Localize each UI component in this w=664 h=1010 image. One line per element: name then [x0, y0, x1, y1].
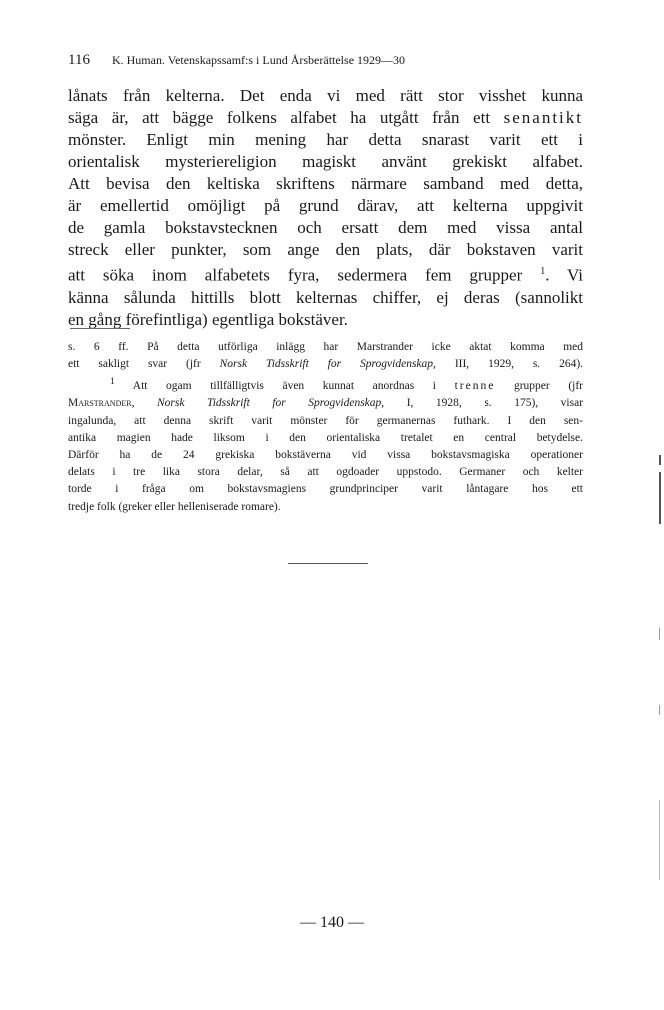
author-name: Marstrander, [68, 397, 135, 410]
journal-title: Norsk Tidsskrift for Sprogvidenskap, [219, 358, 436, 371]
footnote-line [68, 356, 583, 373]
scan-edge-mark [659, 705, 660, 715]
text-line-part: att söka inom alfabetets fyra, sedermera fem grupper [68, 265, 523, 285]
footnote-line: s. 6 ff. På detta utförliga inlägg har Marstrander icke aktat komma med [68, 341, 583, 353]
main-text [68, 85, 583, 331]
footnote-line: antika magien hade liksom i den orientaliska tretalet en central betydelse. [68, 431, 583, 444]
text-line: mönster. Enligt min mening har detta snarast varit ett i [68, 130, 583, 149]
text-line: en gång förefintliga) egentliga bokstäver. [68, 309, 348, 329]
scan-edge-mark [659, 455, 661, 465]
text-line: orientalisk mysteriereligion magiskt använt grekiskt alfabet. [68, 152, 583, 171]
footnote-marker: 1 [110, 376, 115, 388]
footnote-line [68, 395, 583, 412]
spaced-word: senantikt [503, 108, 583, 127]
footnote-line [68, 373, 583, 395]
footnote-line: delats i tre lika stora delar, så att ogdoader uppstodo. Germaner och kelter [68, 466, 583, 479]
footnote-reference[interactable]: 1 [540, 266, 546, 277]
scan-edge-mark [659, 472, 661, 524]
section-divider [288, 563, 368, 564]
text-line: Att bevisa den keltiska skriftens närmare samband med detta, [68, 174, 583, 193]
footnote-text: III, 1929, s. 264). [454, 358, 584, 371]
scan-edge-mark [659, 628, 660, 640]
page-number: 116 [68, 52, 90, 68]
folio: — 140 — [300, 914, 364, 931]
text-line: de gamla bokstavstecknen och ersatt dem med vissa antal [68, 218, 583, 237]
running-title: K. Human. Vetenskapssamf:s i Lund Årsberättelse 1929—30 [111, 53, 406, 67]
spaced-word: trenne [454, 380, 496, 393]
footnote-line: tredje folk (greker eller helleniserade romare). [68, 500, 281, 513]
text-line: är emellertid omöjligt på grund därav, att kelterna uppgivit [68, 196, 583, 215]
footnote-line: ingalunda, att denna skrift varit mönster för germanernas futhark. I den sen- [68, 414, 583, 427]
footnote-text: Att ogam tillfälligtvis även kunnat anordnas i [132, 380, 436, 393]
running-header [68, 52, 538, 69]
footnote-text: I, 1928, s. 175), visar [406, 397, 584, 410]
text-line-part: säga är, att bägge folkens alfabet ha utgått från ett [68, 108, 491, 127]
footnote-line: Därför ha de 24 grekiska bokstäverna vid vissa bokstavsmagiska operationer [68, 449, 583, 462]
journal-title: Norsk Tidsskrift for Sprogvidenskap, [156, 397, 385, 410]
text-line [68, 107, 583, 129]
footnote-separator [70, 328, 130, 329]
footnote-text: grupper (jfr [513, 380, 584, 393]
footnote-text: ett sakligt svar (jfr [68, 358, 201, 371]
text-line [68, 261, 583, 287]
footnotes [68, 339, 583, 516]
text-line: streck eller punkter, som ange den plats, där bokstaven varit [68, 240, 583, 259]
text-line-tail: . Vi [545, 265, 584, 285]
footnote-line: torde i fråga om bokstavsmagiens grundprinciper varit låntagare hos ett [68, 483, 583, 496]
scan-edge-mark [659, 800, 660, 880]
text-line: lånats från kelterna. Det enda vi med rätt stor visshet kunna [68, 86, 583, 105]
text-line: känna sålunda hittills blott kelternas chiffer, ej deras (sannolikt [68, 287, 583, 307]
